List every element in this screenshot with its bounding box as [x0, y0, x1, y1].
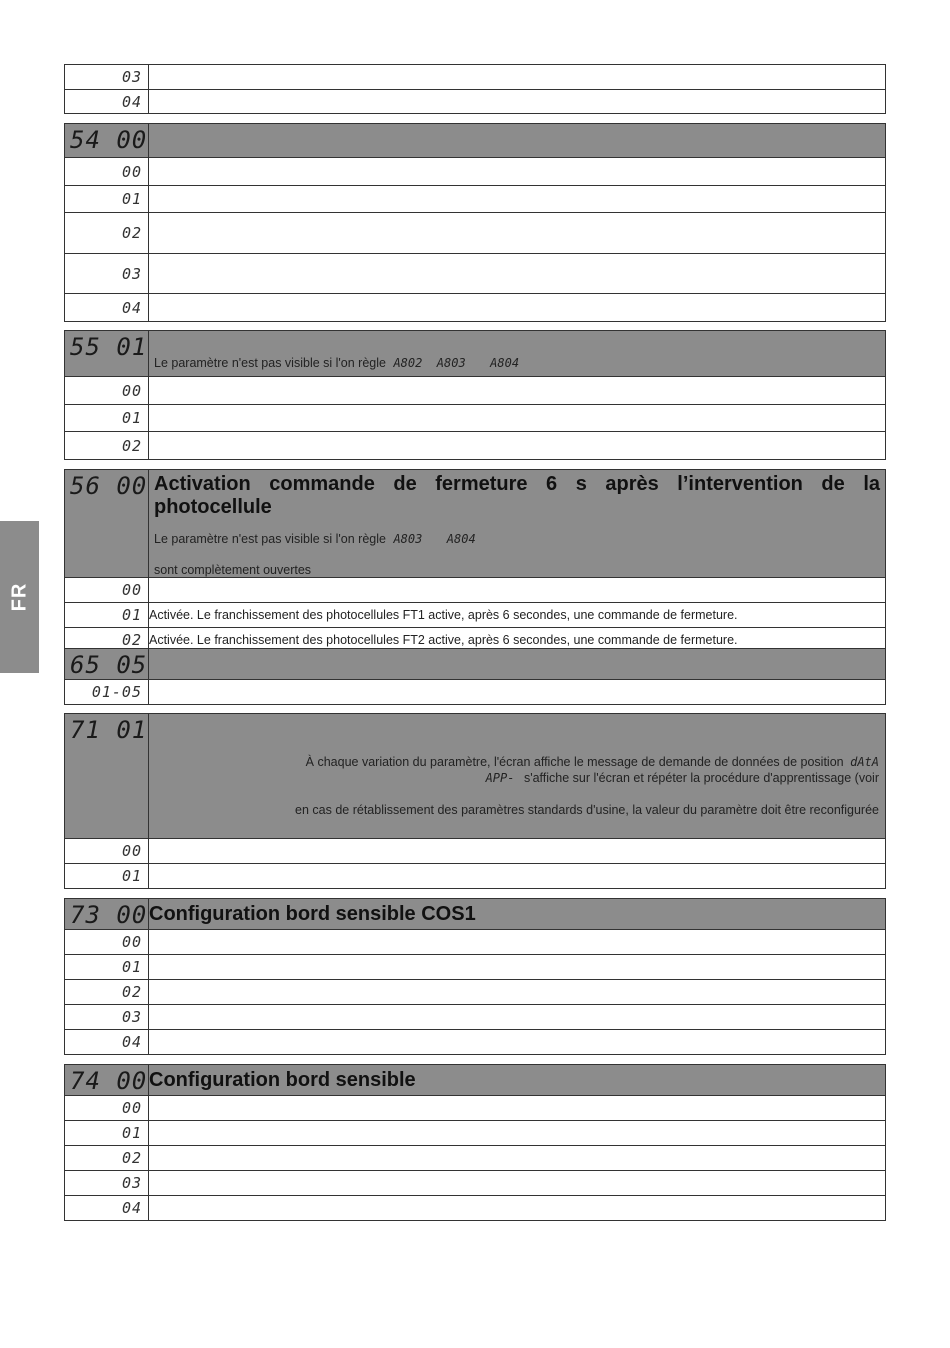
- table-row: [65, 186, 886, 213]
- option-code: 01: [65, 186, 149, 213]
- option-description: [149, 1196, 886, 1221]
- table-row: [65, 1171, 886, 1196]
- option-code: 01-05: [65, 680, 149, 705]
- param-title: Configuration bord sensible COS1: [149, 899, 886, 930]
- option-code: 00: [65, 1096, 149, 1121]
- option-code: 03: [65, 254, 149, 294]
- param-title: Activation commande de fermeture 6 s après l’intervention de la photocellule: [154, 473, 880, 518]
- option-description: [149, 955, 886, 980]
- option-code: 04: [65, 90, 149, 114]
- param-note-line-1: [149, 754, 885, 770]
- option-description: [149, 65, 886, 90]
- table-row: [65, 405, 886, 432]
- option-code: 00: [65, 578, 149, 603]
- option-code: 01: [65, 955, 149, 980]
- param-table-continuation: [64, 64, 886, 114]
- param-note-line-2: [149, 770, 885, 786]
- param-note-cell: [149, 331, 886, 377]
- param-note: Le paramètre n'est pas visible si l'on règle: [154, 356, 386, 370]
- table-row: [65, 158, 886, 186]
- note-code: A804: [446, 532, 476, 546]
- language-tab-label: FR: [8, 582, 30, 612]
- option-code: 03: [65, 65, 149, 90]
- param-note-line: [149, 530, 885, 548]
- table-row: [65, 1196, 886, 1221]
- param-title-cell: [149, 470, 886, 578]
- table-row: [65, 90, 886, 114]
- param-table-73: [64, 898, 886, 1055]
- option-description: [149, 578, 886, 603]
- table-row: [65, 1096, 886, 1121]
- option-description: [149, 680, 886, 705]
- table-row: [65, 1121, 886, 1146]
- option-code: 04: [65, 294, 149, 322]
- param-code: 65 05: [65, 649, 149, 680]
- option-description: [149, 405, 886, 432]
- language-tab: [0, 521, 39, 673]
- param-table-56: [64, 469, 886, 652]
- param-table-55: [64, 330, 886, 460]
- param-table-65: [64, 648, 886, 705]
- param-header: [65, 124, 886, 158]
- table-row: [65, 432, 886, 460]
- option-description: [149, 980, 886, 1005]
- param-code: 55 01: [65, 331, 149, 377]
- option-code: 01: [65, 405, 149, 432]
- option-code: 02: [65, 628, 149, 652]
- param-code: 56 00: [65, 470, 149, 578]
- param-title: [149, 124, 886, 158]
- option-description: Activée. Le franchissement des photocellules FT2 active, après 6 secondes, une commande de fermeture.: [149, 628, 886, 652]
- table-row: [65, 930, 886, 955]
- option-description: [149, 213, 886, 254]
- option-description: [149, 864, 886, 889]
- option-code: 00: [65, 930, 149, 955]
- param-note: Le paramètre n'est pas visible si l'on règle: [154, 532, 386, 546]
- option-description: [149, 1005, 886, 1030]
- param-table-54: [64, 123, 886, 322]
- option-code: 02: [65, 1146, 149, 1171]
- param-note-2: sont complètement ouvertes: [154, 563, 312, 577]
- table-row: [65, 65, 886, 90]
- param-code: 73 00: [65, 899, 149, 930]
- param-note-text: À chaque variation du paramètre, l'écran affiche le message de demande de données de position: [305, 755, 844, 769]
- option-description: [149, 186, 886, 213]
- param-note-line-3: en cas de rétablissement des paramètres standards d'usine, la valeur du paramètre doit être reconfigurée: [295, 803, 879, 817]
- option-description: [149, 432, 886, 460]
- table-row: [65, 680, 886, 705]
- option-description: [149, 1096, 886, 1121]
- option-code: 03: [65, 1005, 149, 1030]
- option-description: Activée. Le franchissement des photocellules FT1 active, après 6 secondes, une commande de fermeture.: [149, 603, 886, 628]
- option-code: 00: [65, 839, 149, 864]
- table-row: [65, 603, 886, 628]
- option-code: 00: [65, 377, 149, 405]
- note-code: A802: [393, 356, 423, 370]
- option-description: [149, 1171, 886, 1196]
- table-row: [65, 1146, 886, 1171]
- param-note-text: s'affiche sur l'écran et répéter la procédure d'apprentissage (voir: [523, 771, 879, 785]
- option-description: [149, 254, 886, 294]
- option-description: [149, 1030, 886, 1055]
- option-code: 02: [65, 432, 149, 460]
- note-code: A804: [490, 356, 520, 370]
- param-header: [65, 331, 886, 377]
- option-description: [149, 1146, 886, 1171]
- option-description: [149, 930, 886, 955]
- table-row: [65, 377, 886, 405]
- option-description: [149, 839, 886, 864]
- param-header: [65, 470, 886, 578]
- option-description: [149, 1121, 886, 1146]
- table-row: [65, 294, 886, 322]
- option-code: 04: [65, 1196, 149, 1221]
- option-code: 02: [65, 980, 149, 1005]
- table-row: [65, 980, 886, 1005]
- table-row: [65, 839, 886, 864]
- param-header: [65, 649, 886, 680]
- option-description: [149, 90, 886, 114]
- param-title: Configuration bord sensible: [149, 1065, 886, 1096]
- param-header: [65, 714, 886, 839]
- note-code: APP-: [485, 771, 515, 785]
- table-row: [65, 864, 886, 889]
- option-description: [149, 294, 886, 322]
- table-row: [65, 578, 886, 603]
- param-note-cell: [149, 714, 886, 839]
- option-code: 04: [65, 1030, 149, 1055]
- table-row: [65, 213, 886, 254]
- param-title: [149, 649, 886, 680]
- param-table-71: [64, 713, 886, 889]
- option-code: 01: [65, 864, 149, 889]
- param-code: 71 01: [65, 714, 149, 839]
- option-code: 00: [65, 158, 149, 186]
- table-row: [65, 254, 886, 294]
- option-code: 02: [65, 213, 149, 254]
- param-header: [65, 899, 886, 930]
- option-code: 01: [65, 1121, 149, 1146]
- param-code: 54 00: [65, 124, 149, 158]
- note-code: A803: [393, 532, 423, 546]
- param-table-74: [64, 1064, 886, 1221]
- param-code: 74 00: [65, 1065, 149, 1096]
- note-code: A803: [436, 356, 466, 370]
- option-description: [149, 158, 886, 186]
- option-description: [149, 377, 886, 405]
- param-header: [65, 1065, 886, 1096]
- table-row: [65, 1030, 886, 1055]
- table-row: [65, 955, 886, 980]
- note-code: dAtA: [850, 755, 879, 769]
- option-code: 03: [65, 1171, 149, 1196]
- table-row: [65, 1005, 886, 1030]
- option-code: 01: [65, 603, 149, 628]
